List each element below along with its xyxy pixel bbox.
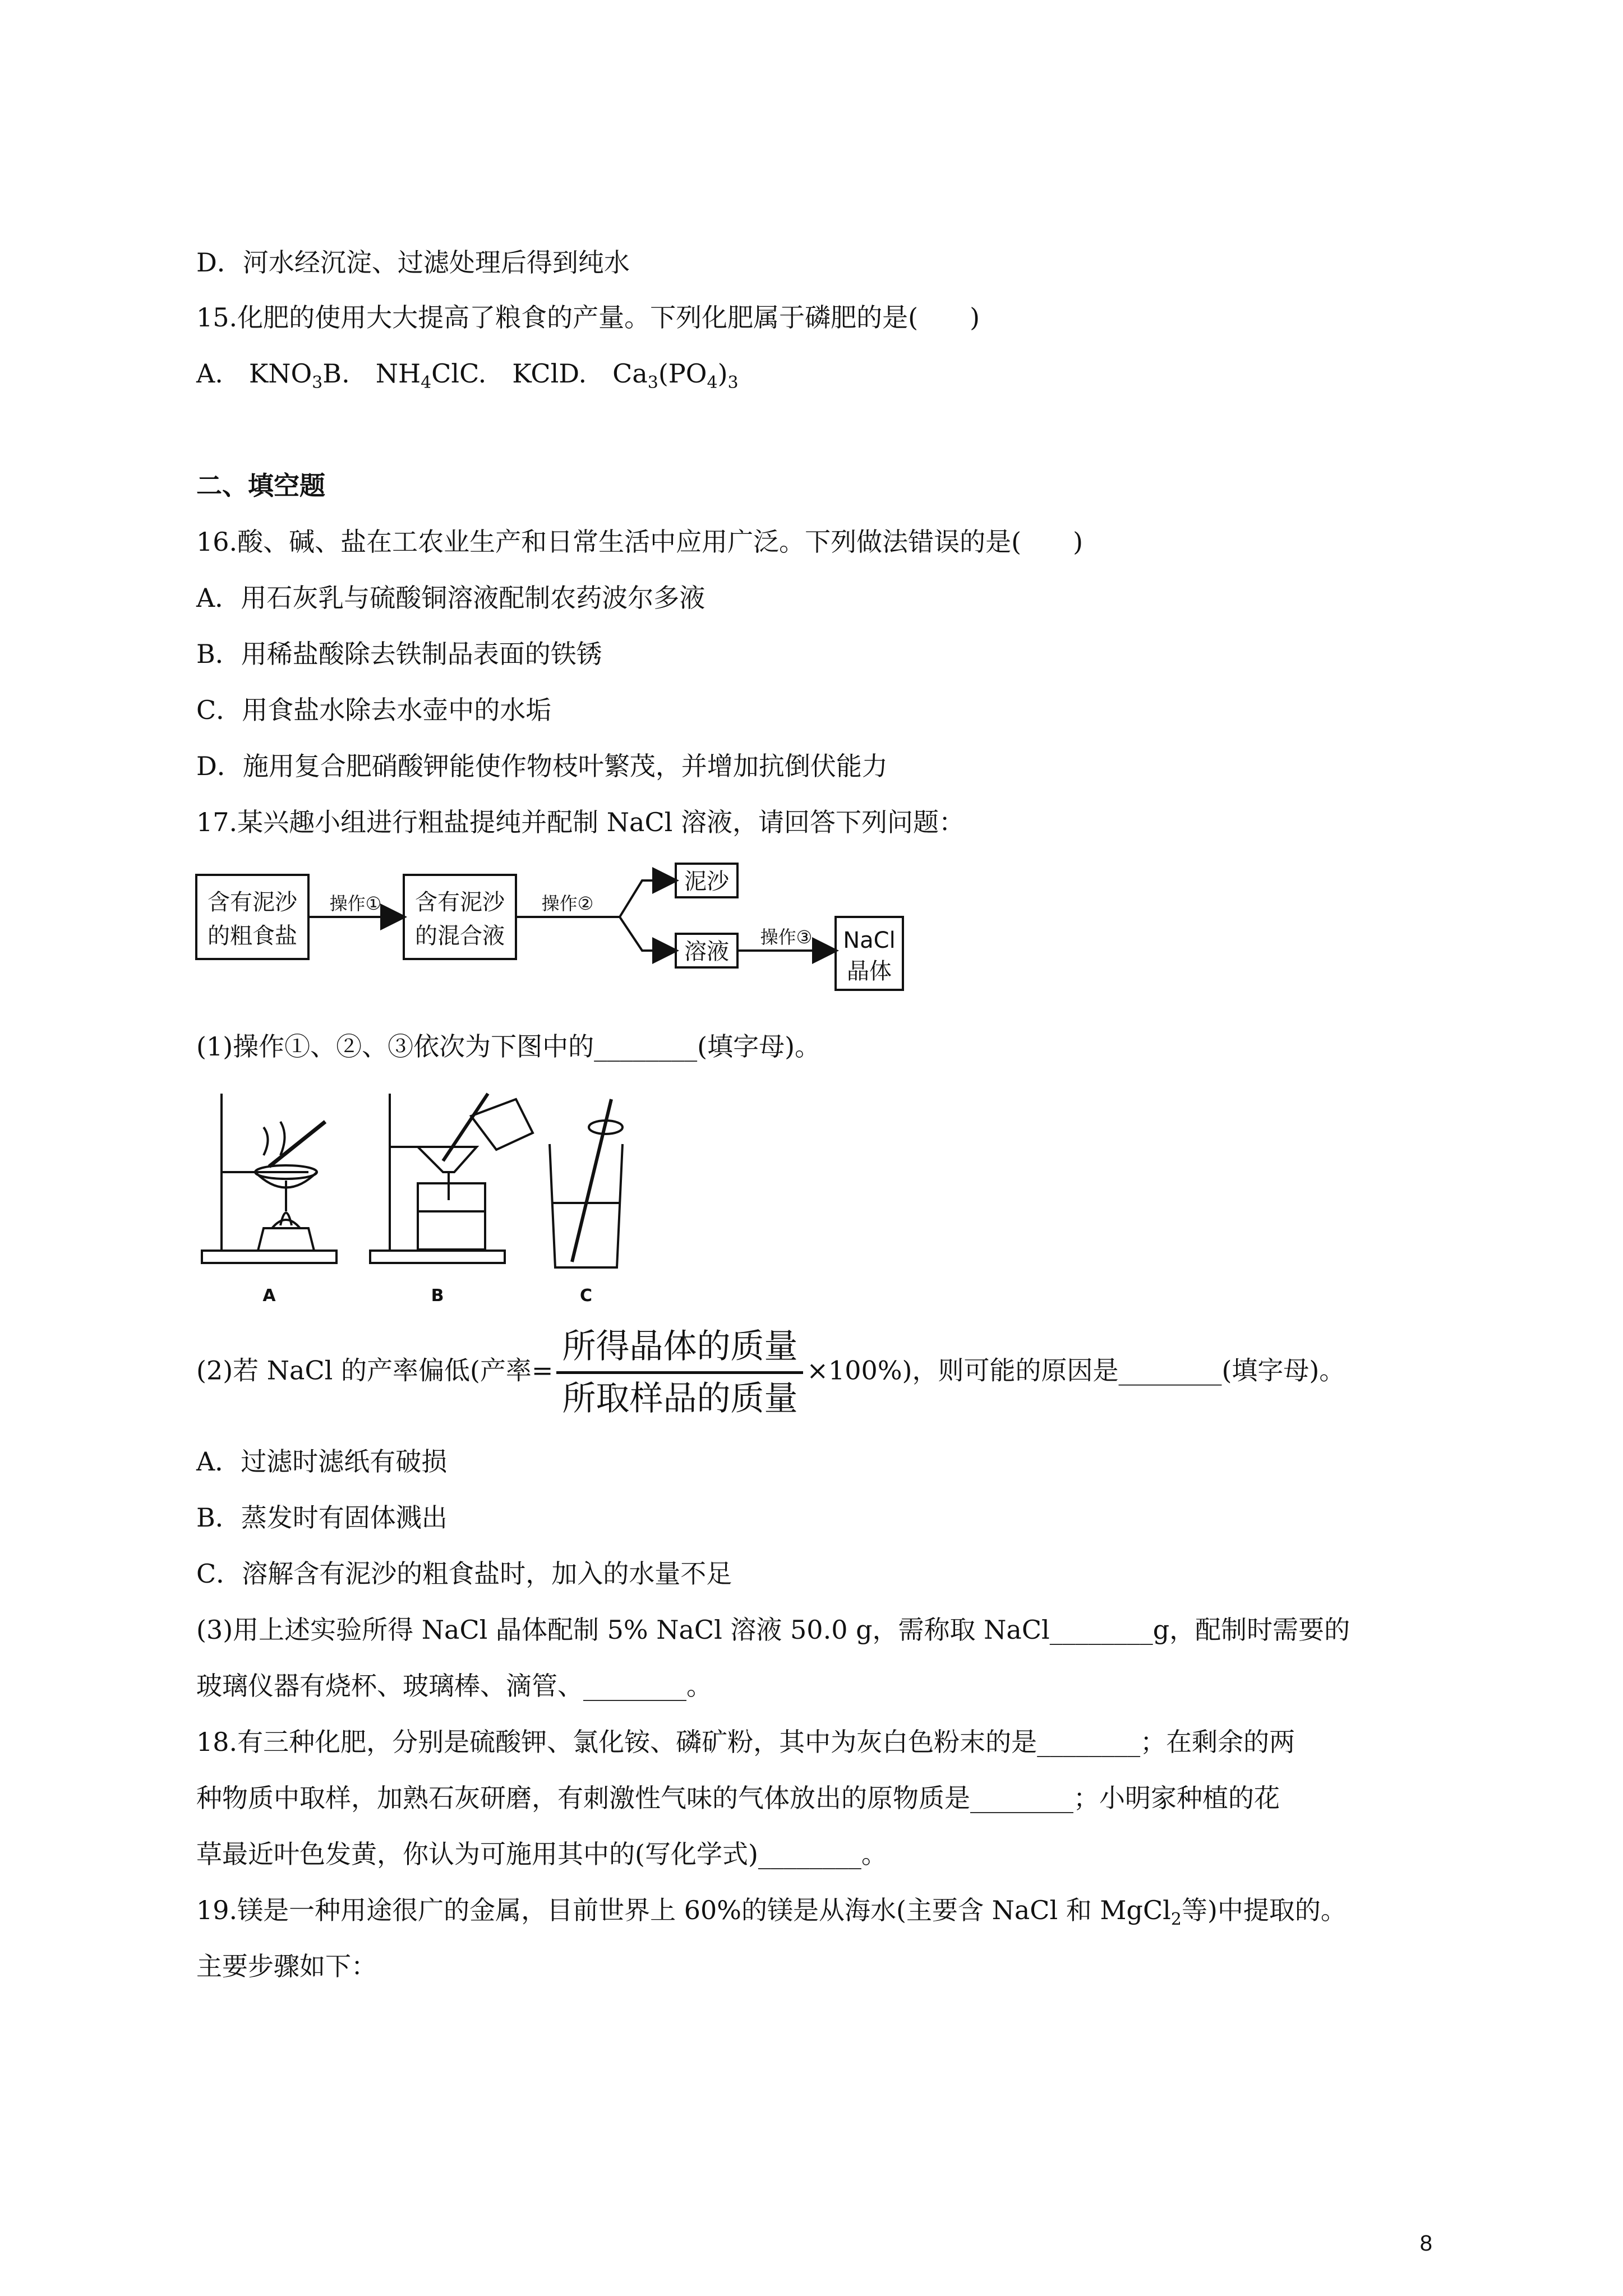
flow-box1-line2: 的粗食盐 xyxy=(208,923,297,949)
flow-arrow-mud xyxy=(620,880,675,917)
q16-option-a: A．用石灰乳与硫酸铜溶液配制农药波尔多液 xyxy=(196,583,706,613)
flow-solution-label: 溶液 xyxy=(684,939,729,965)
q17-stem: 17.某兴趣小组进行粗盐提纯并配制 NaCl 溶液，请回答下列问题： xyxy=(196,807,965,837)
yield-fraction xyxy=(556,1326,803,1419)
flow-box2-line1: 含有泥沙 xyxy=(415,889,505,915)
salt-purification-flowchart xyxy=(191,858,937,1004)
q18-line2: 种物质中取样，加熟石灰研磨，有刺激性气味的气体放出的原物质是________；小明家种植的花 xyxy=(196,1783,1280,1813)
q19-line1 xyxy=(196,1895,1347,1929)
q15-options xyxy=(196,358,739,393)
flow-box2-line2: 的混合液 xyxy=(415,923,505,949)
flow-mud-label: 泥沙 xyxy=(684,869,729,895)
flow-arrow-solution xyxy=(620,917,675,951)
fraction-denominator: 所取样品的质量 xyxy=(562,1379,798,1418)
q19-line1-suffix: 等)中提取的。 xyxy=(1181,1895,1347,1925)
q15-opt-d-part: (PO xyxy=(658,358,707,389)
q17-part1: (1)操作①、②、③依次为下图中的________(填字母)。 xyxy=(196,1031,821,1062)
q15-stem: 15.化肥的使用大大提高了粮食的产量。下列化肥属于磷肥的是( ) xyxy=(196,302,980,333)
figure-label-c: C xyxy=(579,1286,593,1306)
page-number: 8 xyxy=(1419,2231,1432,2256)
q15-opt-b: B. NH xyxy=(322,358,421,389)
fraction-numerator: 所得晶体的质量 xyxy=(556,1326,803,1374)
q16-stem: 16.酸、碱、盐在工农业生产和日常生活中应用广泛。下列做法错误的是( ) xyxy=(196,527,1083,557)
figure-label-b: B xyxy=(431,1286,444,1306)
q16-option-b: B．用稀盐酸除去铁制品表面的铁锈 xyxy=(196,639,602,669)
flow-op1-label: 操作① xyxy=(329,893,382,914)
q17-part2-suffix: ×100%)，则可能的原因是________(填字母)。 xyxy=(806,1355,1345,1386)
flow-nacl-line1: NaCl xyxy=(843,928,896,953)
q19-line2: 主要步骤如下： xyxy=(196,1951,377,1981)
q16-option-c: C．用食盐水除去水壶中的水垢 xyxy=(196,695,552,725)
q17-part2 xyxy=(196,1326,1345,1419)
q18-line1: 18.有三种化肥，分别是硫酸钾、氯化铵、磷矿粉，其中为灰白色粉末的是________；在剩余的两 xyxy=(196,1727,1295,1757)
q17-part3-line1: (3)用上述实验所得 NaCl 晶体配制 5% NaCl 溶液 50.0 g，需称取 NaCl________g，配制时需要的 xyxy=(196,1615,1350,1645)
q18-line3: 草最近叶色发黄，你认为可施用其中的(写化学式)________。 xyxy=(196,1839,887,1869)
q17-part2-option-a: A．过滤时滤纸有破损 xyxy=(196,1446,448,1477)
q19-line1-text: 19.镁是一种用途很广的金属，目前世界上 60%的镁是从海水(主要含 NaCl 和 MgCl xyxy=(196,1895,1171,1925)
subscript: 4 xyxy=(707,373,718,393)
subscript: 3 xyxy=(647,373,658,393)
flow-op3-label: 操作③ xyxy=(760,926,813,948)
subscript: 3 xyxy=(312,373,323,393)
q16-option-d: D．施用复合肥硝酸钾能使作物枝叶繁茂，并增加抗倒伏能力 xyxy=(196,751,888,781)
subscript: 3 xyxy=(727,373,739,393)
figure-label-a: A xyxy=(262,1286,276,1306)
subscript: 2 xyxy=(1170,1910,1182,1929)
apparatus-b-filtration xyxy=(370,1094,533,1263)
apparatus-figures xyxy=(196,1082,701,1307)
q15-opt-a: A. KNO xyxy=(196,358,312,389)
q15-opt-d-part: ) xyxy=(717,358,728,389)
flow-op2-label: 操作② xyxy=(541,893,594,914)
q17-part2-option-b: B．蒸发时有固体溅出 xyxy=(196,1502,448,1533)
apparatus-c-dissolving xyxy=(550,1099,623,1267)
flow-box1-line1: 含有泥沙 xyxy=(208,889,297,915)
subscript: 4 xyxy=(421,373,432,393)
q17-part2-prefix: (2)若 NaCl 的产率偏低(产率= xyxy=(196,1355,554,1386)
q17-part3-line2: 玻璃仪器有烧杯、玻璃棒、滴管、________。 xyxy=(196,1671,712,1701)
section-heading: 二、填空题 xyxy=(196,471,325,501)
apparatus-a-evaporation xyxy=(202,1094,336,1263)
q15-opt-cd: ClC. KClD. Ca xyxy=(431,358,648,389)
flow-nacl-line2: 晶体 xyxy=(847,958,892,984)
q17-part2-option-c: C．溶解含有泥沙的粗食盐时，加入的水量不足 xyxy=(196,1559,732,1589)
q14-option-d: D．河水经沉淀、过滤处理后得到纯水 xyxy=(196,247,630,278)
